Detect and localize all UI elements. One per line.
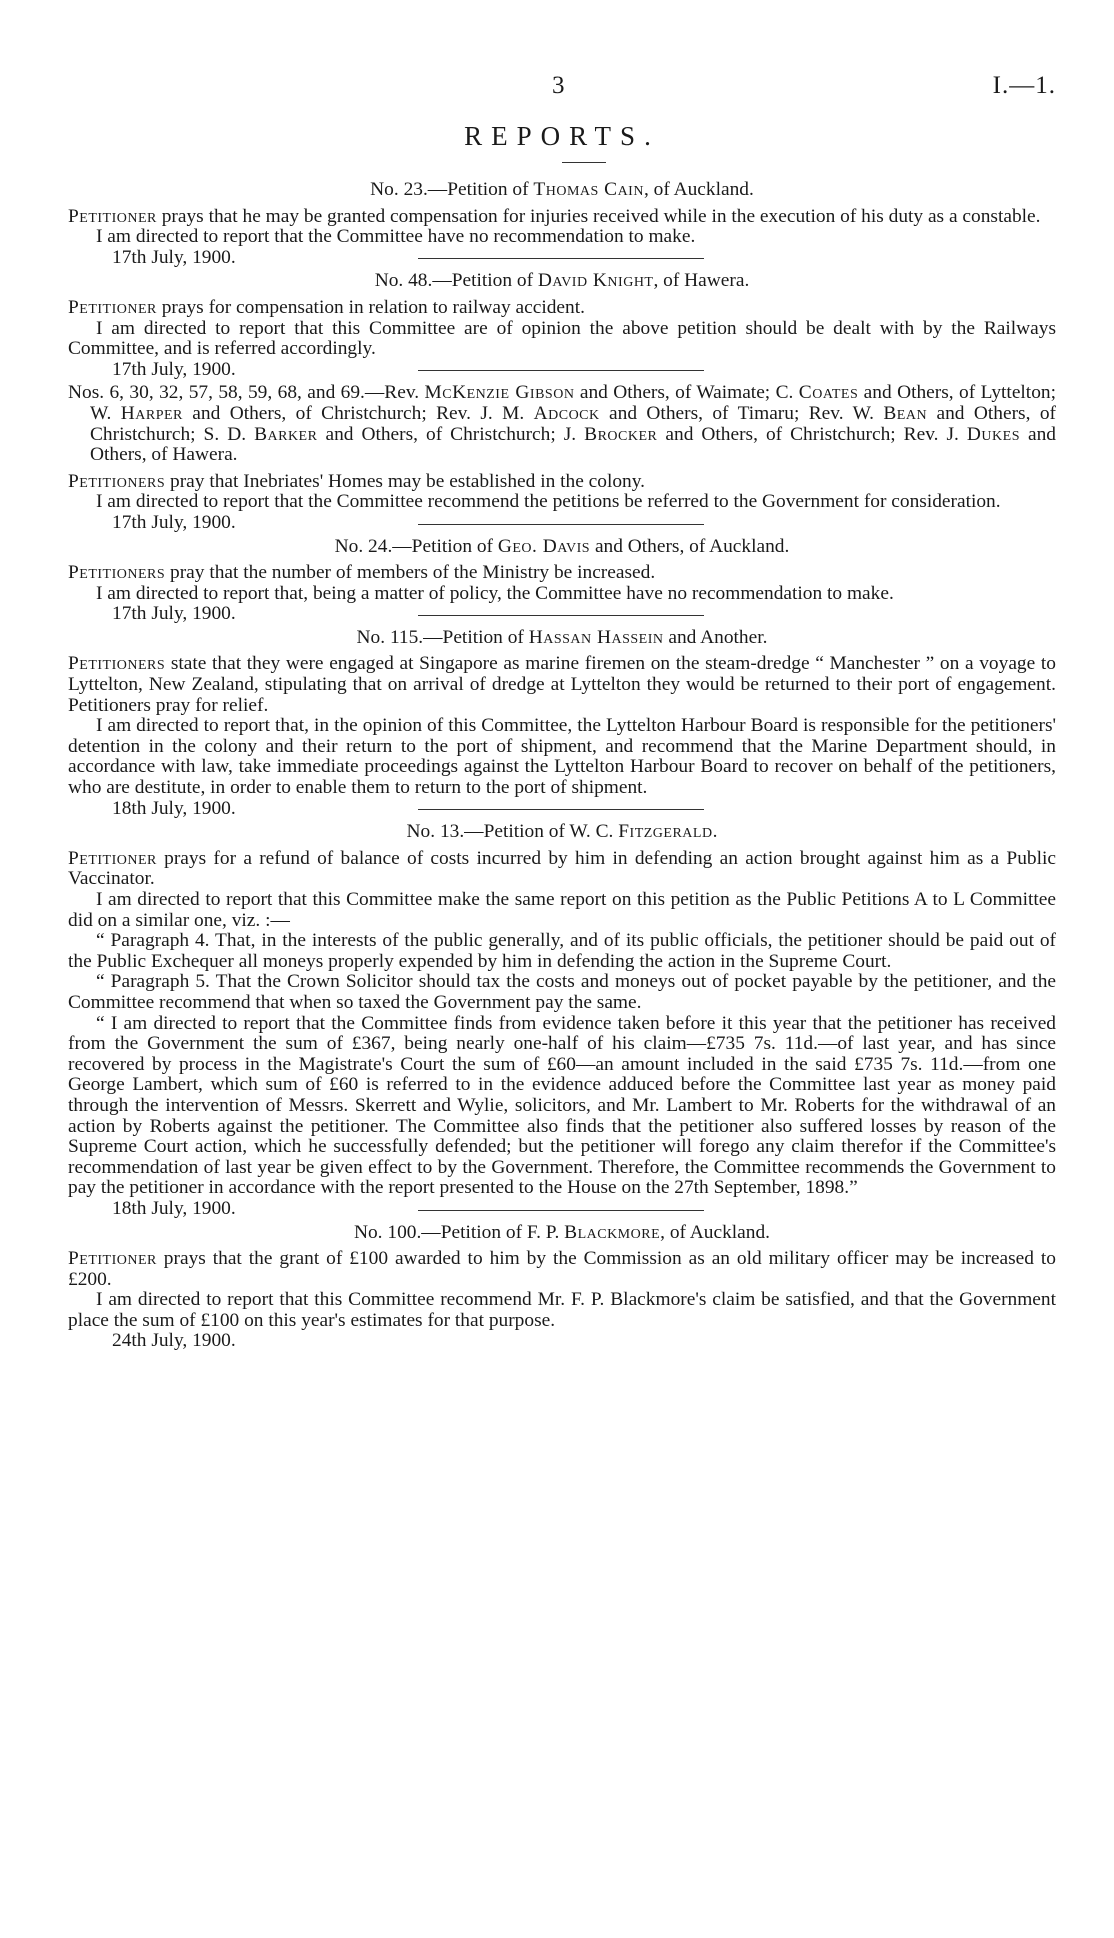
section-divider [418, 524, 704, 525]
petitioner-name: Harper [120, 402, 183, 424]
petitioner-name: Brocker [584, 423, 658, 445]
heading-prefix: No. 100.—Petition of F. P. [353, 1221, 565, 1243]
petition-body: prays that the grant of £100 awarded to him by the Commission as an old military officer may be increased to £200. [68, 1248, 1056, 1290]
petition-heading [68, 822, 1056, 843]
page-header [68, 0, 1056, 151]
petitioner-word: Petitioners [68, 653, 166, 675]
petition-text [68, 654, 1056, 716]
petition-text [68, 563, 1056, 584]
petition-100-section [68, 1223, 1056, 1353]
petition-body: prays that he may be granted compensation for injuries received while in the execution of his duty as a constable. [156, 205, 1041, 227]
petition-text [68, 472, 1056, 493]
petitioner-name: Coates [798, 382, 859, 404]
petition-numbers-heading [68, 383, 1056, 465]
heading-suffix: , of Hawera. [653, 270, 750, 292]
committee-report: I am directed to report that this Committee recommend Mr. F. P. Blackmore's claim be satisfied, and that the Government place the sum of £100 on this year's estimates for that purpose. [68, 1289, 1056, 1331]
heading-prefix: No. 48.—Petition of [374, 270, 538, 292]
report-date: 17th July, 1900. [112, 511, 236, 533]
heading-suffix: and Others, of Auckland. [590, 535, 790, 557]
heading-text: and Others, of Waimate; C. [574, 382, 799, 404]
petitioner-name: Blackmore [564, 1221, 661, 1243]
inebriates-homes-section [68, 382, 1056, 533]
petitioner-name: Adcock [533, 402, 600, 424]
petition-body: pray that the number of members of the Ministry be increased. [165, 562, 656, 584]
petition-heading [68, 180, 1056, 201]
petition-115-section [68, 626, 1056, 819]
quoted-paragraph-4: “ Paragraph 4. That, in the interests of the public generally, and of its public officials, the petitioner should be paid out of the Public Exchequer all moneys properly expended by him in defending the action in the Supreme Court. [68, 930, 1056, 972]
petition-body: state that they were engaged at Singapore as marine firemen on the steam-dredge “ Manchester ” on a voyage to Lyttelton, New Zealand, stipulating that on arrival of dredge at Lyttelton they would be returned to their port of engagement. Petitioners pray for relief. [68, 653, 1056, 716]
petition-body: prays for compensation in relation to railway accident. [156, 296, 585, 318]
petition-text [68, 1249, 1056, 1290]
petition-24-section [68, 535, 1056, 625]
heading-prefix: No. 115.—Petition of [356, 626, 529, 648]
petitioner-name: Fitzgerald [618, 821, 713, 843]
heading-text: and Others, of Timaru; Rev. W. [599, 402, 884, 424]
heading-text: and Others, of Christchurch; J. [317, 423, 585, 445]
petitioner-word: Petitioner [68, 205, 157, 227]
petition-heading [68, 1223, 1056, 1244]
petition-body: pray that Inebriates' Homes may be established in the colony. [165, 470, 646, 492]
petitioner-word: Petitioners [68, 562, 166, 584]
petition-13-section [68, 821, 1056, 1219]
petitioner-name: Hassan Hassein [528, 626, 664, 648]
committee-report: I am directed to report that this Committee make the same report on this petition as the Public Petitions A to L Committee did on a similar one, viz. :— [68, 889, 1056, 931]
committee-report: I am directed to report that, in the opinion of this Committee, the Lyttelton Harbour Board is responsible for the petitioners' detention in the colony and their return to the port of shipment, and recommend that the Marine Department should, in accordance with law, take immediate proceedings against the Lyttelton Harbour Board to recover on behalf of the petitioners, who are destitute, in order to enable them to return to the port of shipment. [68, 715, 1056, 799]
section-divider [418, 1210, 704, 1211]
committee-report: I am directed to report that the Committee recommend the petitions be referred to the Government for consideration. [96, 491, 1001, 513]
committee-report: I am directed to report that the Committee have no recommendation to make. [96, 226, 696, 248]
petition-text [68, 207, 1056, 228]
committee-report: I am directed to report that, being a matter of policy, the Committee have no recommendation to make. [96, 582, 894, 604]
report-date: 17th July, 1900. [112, 246, 236, 268]
heading-prefix: No. 13.—Petition of W. C. [406, 821, 619, 843]
committee-report: I am directed to report that this Committee are of opinion the above petition should be dealt with by the Railways Committee, and is referred accordingly. [68, 317, 1056, 360]
section-divider [418, 258, 704, 259]
heading-suffix: , of Auckland. [643, 179, 754, 200]
petitioner-name: Geo. Davis [497, 535, 591, 557]
page-title: REPORTS. [464, 121, 660, 151]
report-date: 18th July, 1900. [112, 797, 236, 819]
report-date: 24th July, 1900. [112, 1330, 236, 1352]
page-number: 3 [552, 72, 565, 99]
petitioner-name: Bean [883, 402, 928, 424]
document-page [68, 0, 1056, 1352]
petitioner-word: Petitioner [68, 847, 157, 869]
petition-heading [68, 271, 1056, 292]
heading-text: and Others, of Hawera. [90, 423, 1056, 466]
heading-text: and Others, of Lyttelton; W. [90, 382, 1056, 424]
heading-suffix: . [712, 821, 718, 843]
heading-text: and Others, of Christchurch; Rev. J. M. [182, 402, 534, 424]
quoted-paragraph-5: “ Paragraph 5. That the Crown Solicitor should tax the costs and moneys out of pocket payable by the petitioner, and the Committee recommend that when so taxed the Government pay the same. [68, 971, 1056, 1013]
petition-48-section [68, 270, 1056, 380]
petitioner-name: David Knight [537, 270, 654, 292]
reports-body [68, 176, 1056, 1352]
heading-suffix: and Another. [663, 626, 768, 648]
section-divider [418, 809, 704, 810]
heading-text: and Others, of Christchurch; Rev. J. [657, 423, 967, 445]
title-divider [562, 162, 606, 163]
quoted-report: “ I am directed to report that the Committee finds from evidence taken before it this year that the petitioner has received from the Government the sum of £367, being nearly one-half of his claim—£735 7s. 11d.—of last year, and has since recovered by process in the Magistrate's Court the sum of £60—an amount included in the said £735 7s. 11d.—from one George Lambert, which sum of £60 is referred to in the evidence adduced before the Committee last year as money paid through the intervention of Messrs. Skerrett and Wylie, solicitors, and Mr. Lambert to Mr. Roberts for the withdrawal of an action by Roberts against the petitioner. The Committee also finds that the petitioner also suffered losses by reason of the Supreme Court action, which he successfully defended; but the petitioner will forego any claim therefor if the Committee's recommendation of last year be given effect to by the Government. Therefore, the Committee recommends the Government to pay the petitioner in accordance with the report presented to the House on the 27th September, 1898.” [68, 1012, 1056, 1199]
petition-23-section [68, 179, 1056, 268]
report-date: 17th July, 1900. [112, 358, 236, 380]
petition-heading [68, 537, 1056, 558]
petitioner-word: Petitioner [68, 1248, 157, 1270]
petitioner-name: Dukes [966, 423, 1020, 445]
petitioner-word: Petitioner [68, 296, 157, 318]
petitioner-name: Thomas Cain [533, 179, 644, 200]
heading-prefix: No. 24.—Petition of [334, 535, 498, 557]
report-date: 17th July, 1900. [112, 603, 236, 625]
petition-heading [68, 628, 1056, 649]
heading-prefix: No. 23.—Petition of [370, 179, 534, 200]
heading-text: and Others, of Christchurch; S. D. [90, 402, 1056, 445]
section-divider [418, 370, 704, 371]
petition-numbers: Nos. 6, 30, 32, 57, 58, 59, 68, and 69.—Rev. [68, 382, 425, 404]
petition-text [68, 849, 1056, 890]
petition-body: prays for a refund of balance of costs incurred by him in defending an action brought against him as a Public Vaccinator. [68, 847, 1056, 890]
section-divider [418, 615, 704, 616]
petition-text [68, 298, 1056, 319]
report-date: 18th July, 1900. [112, 1197, 236, 1219]
petitioner-name: McKenzie Gibson [424, 382, 575, 404]
document-reference: I.—1. [992, 72, 1056, 99]
petitioner-name: Barker [254, 423, 318, 445]
petitioner-word: Petitioners [68, 470, 166, 492]
heading-suffix: , of Auckland. [660, 1221, 770, 1243]
